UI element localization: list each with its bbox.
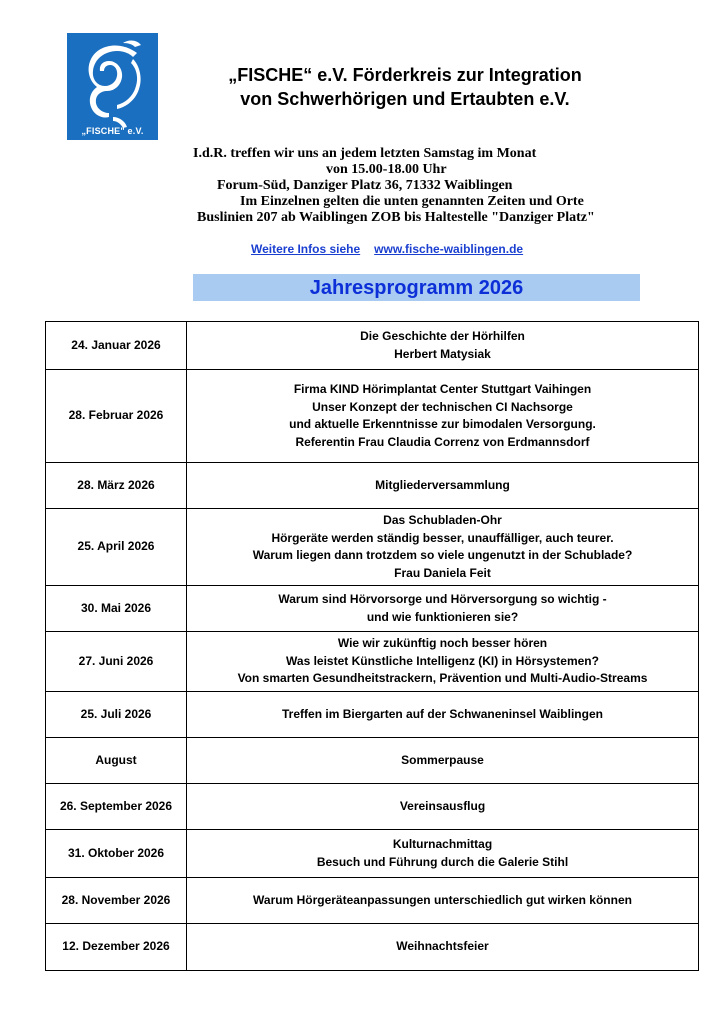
- website-link-label: Weitere Infos siehe: [251, 242, 361, 256]
- info-line-2: von 15.00-18.00 Uhr: [326, 162, 447, 177]
- program-event: [187, 322, 699, 370]
- program-row: [46, 738, 699, 784]
- program-row: [46, 370, 699, 463]
- event-line: Besuch und Führung durch die Galerie Stihl: [316, 854, 569, 869]
- program-date: 26. September 2026: [46, 784, 187, 830]
- program-row: [46, 586, 699, 632]
- event-line: Warum sind Hörvorsorge und Hörversorgung so wichtig -: [278, 592, 607, 606]
- info-line-3: Forum-Süd, Danziger Platz 36, 71332 Waiblingen: [217, 178, 513, 193]
- logo-text: „FISCHE" e.V.: [81, 126, 144, 136]
- program-date: 28. November 2026: [46, 878, 187, 924]
- program-event: [187, 830, 699, 878]
- info-line-5: Buslinien 207 ab Waiblingen ZOB bis Haltestelle "Danziger Platz": [197, 210, 595, 225]
- program-event: [187, 586, 699, 632]
- program-date: 28. März 2026: [46, 463, 187, 509]
- event-line: Treffen im Biergarten auf der Schwaneninsel Waiblingen: [282, 706, 603, 721]
- program-event: [187, 738, 699, 784]
- program-date: 31. Oktober 2026: [46, 830, 187, 878]
- page-title-line1: „FISCHE“ e.V. Förderkreis zur Integration: [228, 65, 582, 85]
- logo: [67, 33, 158, 140]
- event-line: Sommerpause: [401, 752, 484, 767]
- program-banner: Jahresprogramm 2026: [193, 274, 640, 301]
- program-date: 12. Dezember 2026: [46, 924, 187, 971]
- program-event: [187, 924, 699, 971]
- program-row: [46, 878, 699, 924]
- program-row: [46, 924, 699, 971]
- event-line: Weihnachtsfeier: [396, 939, 489, 954]
- page-title-line2: von Schwerhörigen und Ertaubten e.V.: [240, 89, 570, 109]
- program-row: [46, 830, 699, 878]
- event-line: Warum Hörgeräteanpassungen unterschiedlich gut wirken können: [253, 892, 632, 907]
- fish-logo-icon: [67, 33, 158, 140]
- event-line: Von smarten Gesundheitstrackern, Prävention und Multi-Audio-Streams: [237, 671, 648, 686]
- program-event: [187, 784, 699, 830]
- program-event: [187, 632, 699, 692]
- event-line: und wie funktionieren sie?: [366, 609, 519, 624]
- program-date: 25. Juli 2026: [46, 692, 187, 738]
- program-table: [45, 321, 699, 971]
- info-line-4: Im Einzelnen gelten die unten genannten Zeiten und Orte: [240, 194, 584, 209]
- website-link-url[interactable]: www.fische-waiblingen.de: [374, 242, 524, 256]
- program-event: [187, 509, 699, 586]
- event-line: Frau Daniela Feit: [394, 565, 491, 580]
- program-row: [46, 322, 699, 370]
- program-event: [187, 878, 699, 924]
- program-date: August: [46, 738, 187, 784]
- event-line: Firma KIND Hörimplantat Center Stuttgart Vaihingen: [293, 382, 592, 396]
- event-line: Referentin Frau Claudia Correnz von Erdmannsdorf: [295, 434, 590, 449]
- event-line: Kulturnachmittag: [392, 837, 493, 851]
- program-row: [46, 784, 699, 830]
- program-event: [187, 370, 699, 463]
- program-row: [46, 692, 699, 738]
- program-date: 28. Februar 2026: [46, 370, 187, 463]
- event-line: Wie wir zukünftig noch besser hören: [337, 636, 548, 651]
- program-date: 25. April 2026: [46, 509, 187, 586]
- program-date: 30. Mai 2026: [46, 586, 187, 632]
- event-line: Herbert Matysiak: [394, 346, 491, 361]
- event-line: Hörgeräte werden ständig besser, unauffälliger, auch teurer.: [271, 530, 614, 545]
- event-line: Vereinsausflug: [399, 798, 486, 813]
- event-line: Unser Konzept der technischen CI Nachsorge: [312, 399, 573, 414]
- program-date: 27. Juni 2026: [46, 632, 187, 692]
- website-link[interactable]: [251, 242, 523, 256]
- program-row: [46, 463, 699, 509]
- event-line: Warum liegen dann trotzdem so viele ungenutzt in der Schublade?: [252, 548, 633, 562]
- event-line: Das Schubladen-Ohr: [383, 513, 502, 527]
- event-line: Mitgliederversammlung: [375, 477, 510, 492]
- program-date: 24. Januar 2026: [46, 322, 187, 370]
- info-line-1: I.d.R. treffen wir uns an jedem letzten Samstag im Monat: [193, 146, 537, 161]
- event-line: und aktuelle Erkenntnisse zur bimodalen Versorgung.: [289, 417, 596, 431]
- event-line: Was leistet Künstliche Intelligenz (KI) in Hörsystemen?: [286, 653, 599, 668]
- event-line: Die Geschichte der Hörhilfen: [360, 329, 525, 343]
- program-event: [187, 463, 699, 509]
- program-row: [46, 632, 699, 692]
- program-event: [187, 692, 699, 738]
- program-row: [46, 509, 699, 586]
